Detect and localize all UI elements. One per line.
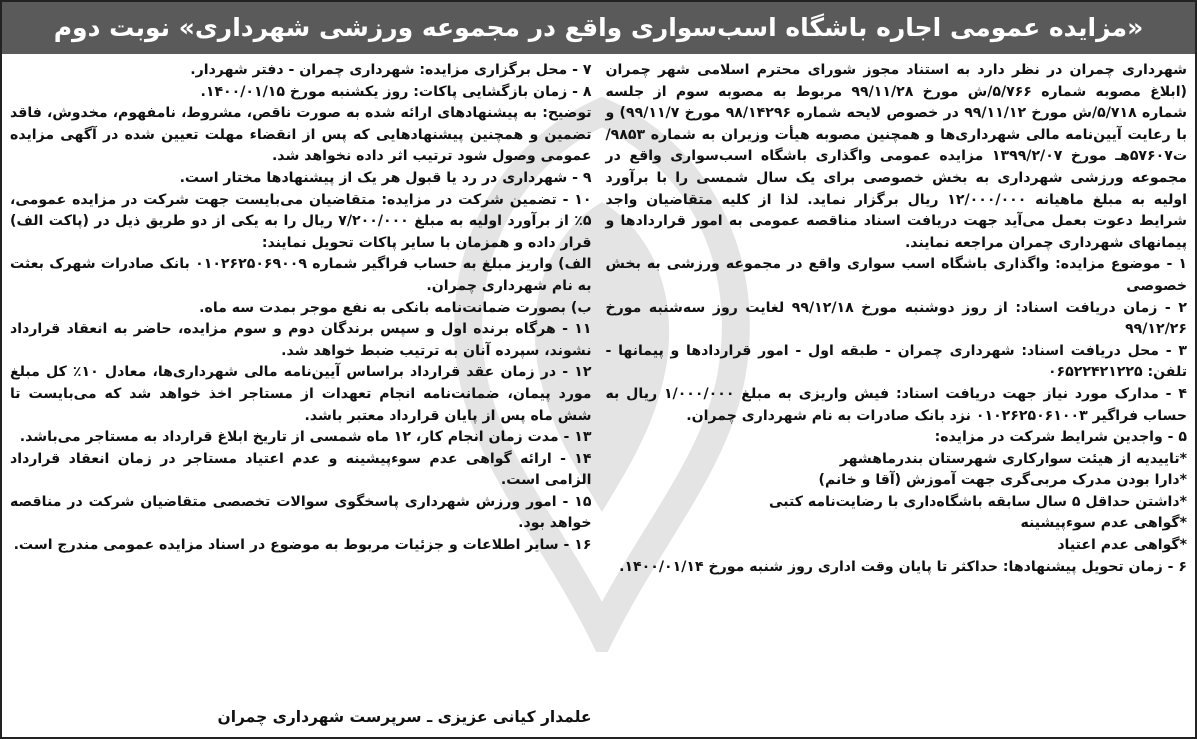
clause-5: ۵ - واجدین شرایط شرکت در مزایده: (934, 429, 1187, 446)
clause-13: ۱۳ - مدت زمان انجام کار، ۱۲ ماه شمسی از تاریخ ابلاغ قرارداد به مستاجر می‌باشد. (19, 429, 592, 446)
clause-15: ۱۵ - امور ورزش شهرداری پاسخگوی سوالات تخصصی متقاضیان شرکت در مناقصه خواهد بود. (10, 493, 592, 532)
clause-7: ۷ - محل برگزاری مزایده: شهرداری چمران - دفتر شهردار. (190, 62, 592, 78)
clause-8: ۸ - زمان بازگشایی پاکات: روز یکشنبه مورخ ۱۴۰۰/۰۱/۱۵. (200, 83, 592, 100)
announcement-title: «مزایده عمومی اجاره باشگاه اسب‌سواری واقع در مجموعه ورزشی شهرداری» نوبت دوم (2, 2, 1195, 54)
clause-10-option-b: ب) بصورت ضمانت‌نامه بانکی به نفع موجر بمدت سه ماه. (199, 299, 592, 316)
requirement-bullet: *تاییدیه از هیئت سوارکاری شهرستان بندرماهشهر (839, 450, 1187, 467)
clause-11: ۱۱ - هرگاه برنده اول و سپس برندگان دوم و سوم مزایده، حاضر به انعقاد قرارداد نشوند، سپرده آنان به ترتیب ضبط خواهد شد. (10, 321, 592, 359)
requirement-bullet: *گواهی عدم سوءپیشینه (1020, 515, 1187, 532)
clause-10: ۱۰ - تضمین شرکت در مزایده: متقاضیان می‌بایست جهت شرکت در مزایده عمومی، ۵٪ از برآورد اولیه به مبلغ ۷/۲۰۰/۰۰۰ ریال را به یکی از دو طریق ذیل در (پاکت الف) قرار داده و همزمان با سایر پاکات تحویل نمایند: (10, 191, 592, 251)
clause-16: ۱۶ - سایر اطلاعات و جزئیات مربوط به موضوع در اسناد مزایده عمومی مندرج است. (13, 537, 592, 554)
clause-4: ۴ - مدارک مورد نیاز جهت دریافت اسناد: فیش واریزی به مبلغ ۱/۰۰۰/۰۰۰ ریال به حساب فراگیر ۰۱۰۲۶۲۵۰۶۱۰۰۳ نزد بانک صادرات به نام شهرداری چمران. (605, 385, 1187, 424)
clause-6: ۶ - زمان تحویل پیشنهادها: حداکثر تا پایان وقت اداری روز شنبه مورخ ۱۴۰۰/۰۱/۱۴. (619, 558, 1187, 575)
clause-1: ۱ - موضوع مزایده: واگذاری باشگاه اسب سواری واقع در مجموعه ورزشی به بخش خصوصی (605, 256, 1187, 294)
clause-14: ۱۴ - ارائه گواهی عدم سوءپیشینه و عدم اعتیاد مستاجر در زمان انعقاد قرارداد الزامی است. (10, 450, 592, 489)
clause-9: ۹ - شهرداری در رد یا قبول هر یک از پیشنهادها مختار است. (179, 169, 592, 186)
left-column (10, 60, 592, 733)
clause-12: ۱۲ - در زمان عقد قرارداد براساس آیین‌نامه مالی شهرداری‌ها، معادل ۱۰٪ کل مبلغ مورد پیمان، ضمانت‌نامه انجام تعهدات از مستاجر اخذ خواهد شد که می‌بایست تا شش ماه پس از پایان قرارداد معتبر باشد. (10, 364, 592, 424)
intro-paragraph: شهرداری چمران در نظر دارد به استناد مجوز شورای محترم اسلامی شهر چمران (ابلاغ مصوبه شماره ۵/۷۶۶/ش مورخ ۹۹/۱۱/۲۸ مربوط به مصوبه سوم از جلسه شماره ۵/۷۱۸/ش مورخ ۹۹/۱۱/۱۲ در خصوص لایحه شماره ۹۸/۱۴۲۹۶ مورخ ۹۹/۱۱/۷) و با رعایت آیین‌نامه مالی شهرداری‌ها و همچنین مصوبه هیأت وزیران به شماره ۹۸۵۳/ت۵۷۶۰۷هـ مورخ ۱۳۹۹/۲/۰۷ مزایده عمومی واگذاری باشگاه اسب‌سواری واقع در مجموعه ورزشی شهرداری به بخش خصوصی برای یک سال شمسی را با برآورد اولیه به مبلغ ماهیانه ۱۲/۰۰۰/۰۰۰ ریال برگزار نماید. لذا از کلیه متقاضیان واجد شرایط دعوت بعمل می‌آید جهت دریافت اسناد مناقصه عمومی به امور قراردادها و پیمانهای شهرداری چمران مراجعه نمایند. (605, 62, 1188, 251)
clause-3: ۳ - محل دریافت اسناد: شهرداری چمران - طبقه اول - امور قراردادها و پیمانها - تلفن: ۰۶۵۲۲۴۲۱۲۲۵ (605, 342, 1187, 381)
clause-10-option-a: الف) واریز مبلغ به حساب فراگیر شماره ۰۱۰۲۶۲۵۰۶۹۰۰۹ بانک صادرات شهرک بعثت به نام شهرداری چمران. (10, 256, 592, 294)
right-column (606, 60, 1188, 733)
content-columns (10, 60, 1187, 733)
signature: علمدار کیانی عزیزی ـ سرپرست شهرداری چمران (217, 708, 592, 727)
clause-2: ۲ - زمان دریافت اسناد: از روز دوشنبه مورخ ۹۹/۱۲/۱۸ لغایت روز سه‌شنبه مورخ ۹۹/۱۲/۲۶ (605, 299, 1187, 338)
requirement-bullet: *گواهی عدم اعتیاد (1057, 537, 1187, 554)
note-paragraph: توضیح: به پیشنهادهای ارائه شده به صورت ناقص، مشروط، نامفهوم، مخدوش، فاقد تضمین و همچنین پیشنهادهایی که پس از انقضاء مهلت تعیین شده در آگهی مزایده عمومی وصول شود ترتیب اثر داده نخواهد شد. (10, 105, 592, 165)
requirement-bullet: *دارا بودن مدرک مربی‌گری جهت آموزش (آقا و خانم) (818, 472, 1187, 489)
requirement-bullet: *داشتن حداقل ۵ سال سابقه باشگاه‌داری با رضایت‌نامه کتبی (768, 493, 1187, 510)
